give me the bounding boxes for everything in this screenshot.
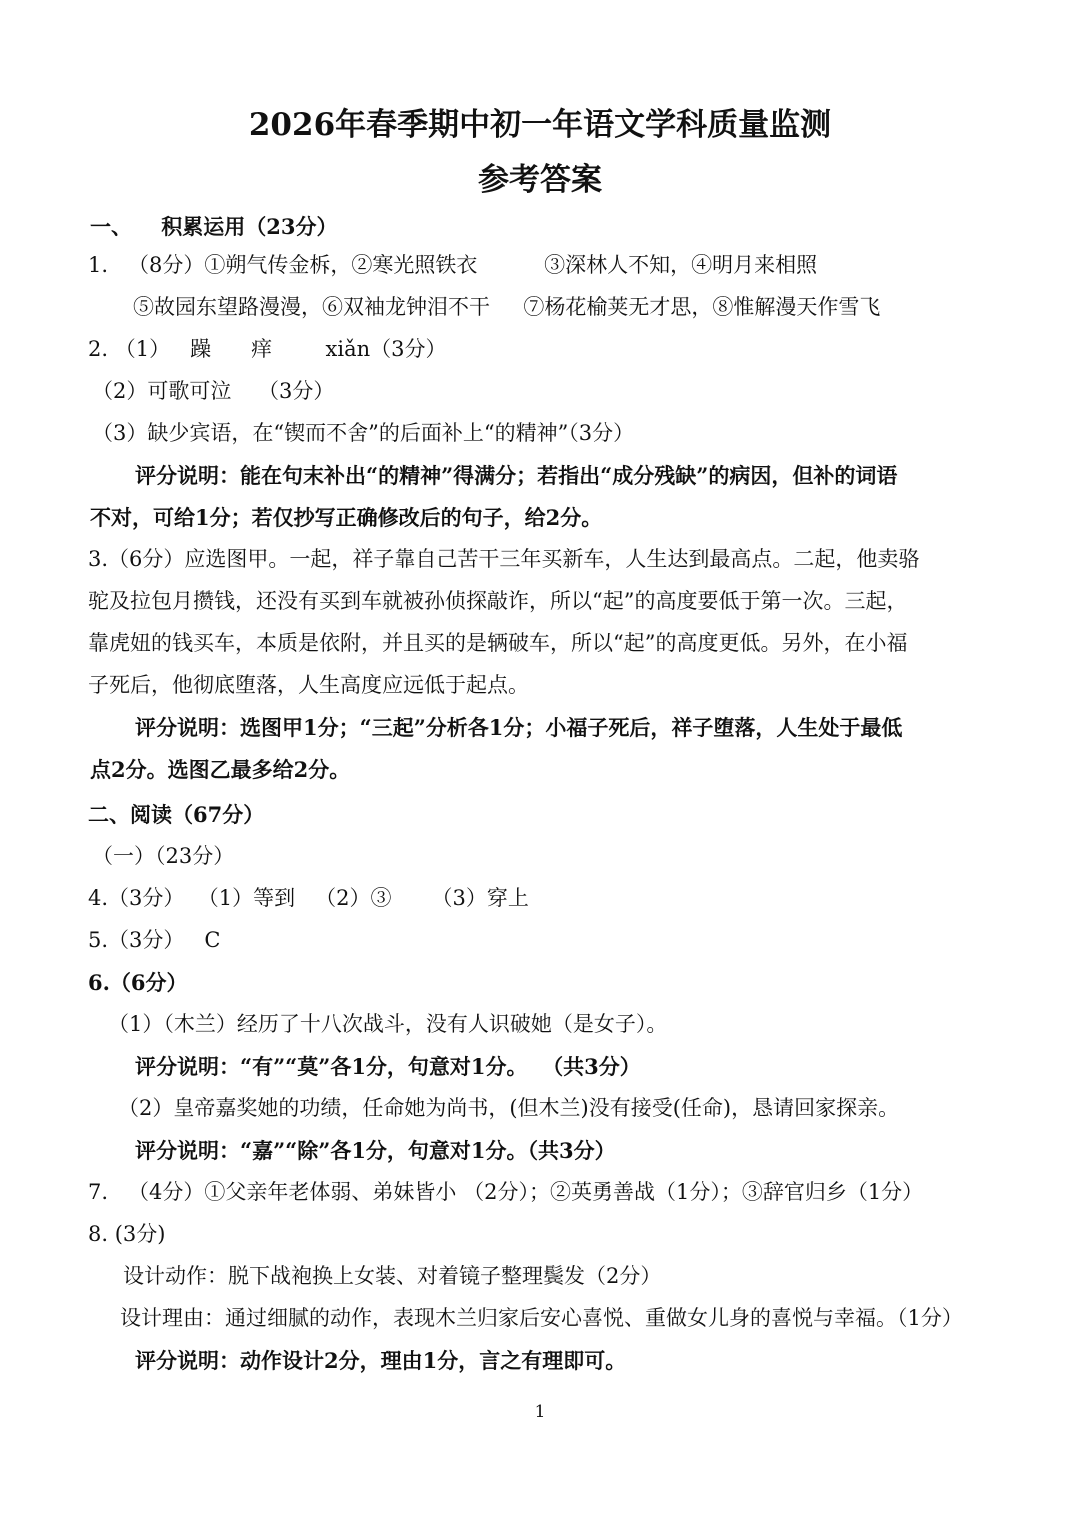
answer-line: 6.（6分） [88,970,188,995]
scoring-note: 评分说明：“有”“莫”各1分，句意对1分。 （共3分） [135,1054,641,1079]
section-heading-2: 二、阅读（67分） [88,802,265,827]
scoring-note: 评分说明：“嘉”“除”各1分，句意对1分。（共3分） [135,1138,616,1163]
answer-line: 5.（3分） C [88,928,221,952]
answer-line: （3）缺少宾语，在“锲而不舍”的后面补上“的精神”（3分） [92,421,635,445]
answer-line: 2. （1） 躁 痒 xiǎn（3分） [88,337,447,361]
answer-line: 子死后，他彻底堕落，人生高度应远低于起点。 [88,673,529,697]
answer-line: （2）皇帝嘉奖她的功绩，任命她为尚书，(但木兰)没有接受(任命)，恳请回家探亲。 [118,1096,900,1120]
answer-line: 4.（3分） （1）等到 （2）③ （3）穿上 [88,886,529,910]
scoring-note: 点2分。选图乙最多给2分。 [90,757,351,782]
document-subtitle: 参考答案 [478,162,602,198]
answer-line: （2）可歌可泣 （3分） [92,379,335,403]
answer-line: ⑤故园东望路漫漫，⑥双袖龙钟泪不干 ⑦杨花榆荚无才思，⑧惟解漫天作雪飞 [133,295,881,319]
answer-line: 设计理由：通过细腻的动作，表现木兰归家后安心喜悦、重做女儿身的喜悦与幸福。（1分） [120,1306,963,1330]
page-number: 1 [534,1402,546,1422]
section-heading-1: 一、 积累运用（23分） [90,214,338,239]
answer-line: 7. （4分）①父亲年老体弱、弟妹皆小 （2分）；②英勇善战（1分）；③辞官归乡（1分） [88,1180,924,1204]
answer-line: 设计动作：脱下战袍换上女装、对着镜子整理鬓发（2分） [123,1264,662,1288]
answer-line: 靠虎妞的钱买车，本质是依附，并且买的是辆破车，所以“起”的高度更低。另外，在小福 [88,631,908,655]
scoring-note: 评分说明：动作设计2分，理由1分，言之有理即可。 [135,1348,627,1373]
answer-line: 3.（6分）应选图甲。一起，祥子靠自己苦干三年买新车，人生达到最高点。二起，他卖骆 [88,547,920,571]
document-title: 2026年春季期中初一年语文学科质量监测 [248,107,832,143]
answer-line: 1. （8分）①朔气传金柝，②寒光照铁衣 ③深林人不知，④明月来相照 [88,253,818,277]
answer-line: （一）（23分） [92,844,235,868]
answer-line: 8. (3分) [88,1222,166,1246]
scoring-note: 评分说明：选图甲1分；“三起”分析各1分；小福子死后，祥子堕落，人生处于最低 [135,715,903,740]
scoring-note: 不对，可给1分；若仅抄写正确修改后的句子，给2分。 [90,505,603,530]
scoring-note: 评分说明：能在句末补出“的精神”得满分；若指出“成分残缺”的病因，但补的词语 [135,463,898,488]
answer-line: 驼及拉包月攒钱，还没有买到车就被孙侦探敲诈，所以“起”的高度要低于第一次。三起， [88,589,908,613]
answer-line: （1）（木兰）经历了十八次战斗，没有人识破她（是女子）。 [108,1012,668,1036]
